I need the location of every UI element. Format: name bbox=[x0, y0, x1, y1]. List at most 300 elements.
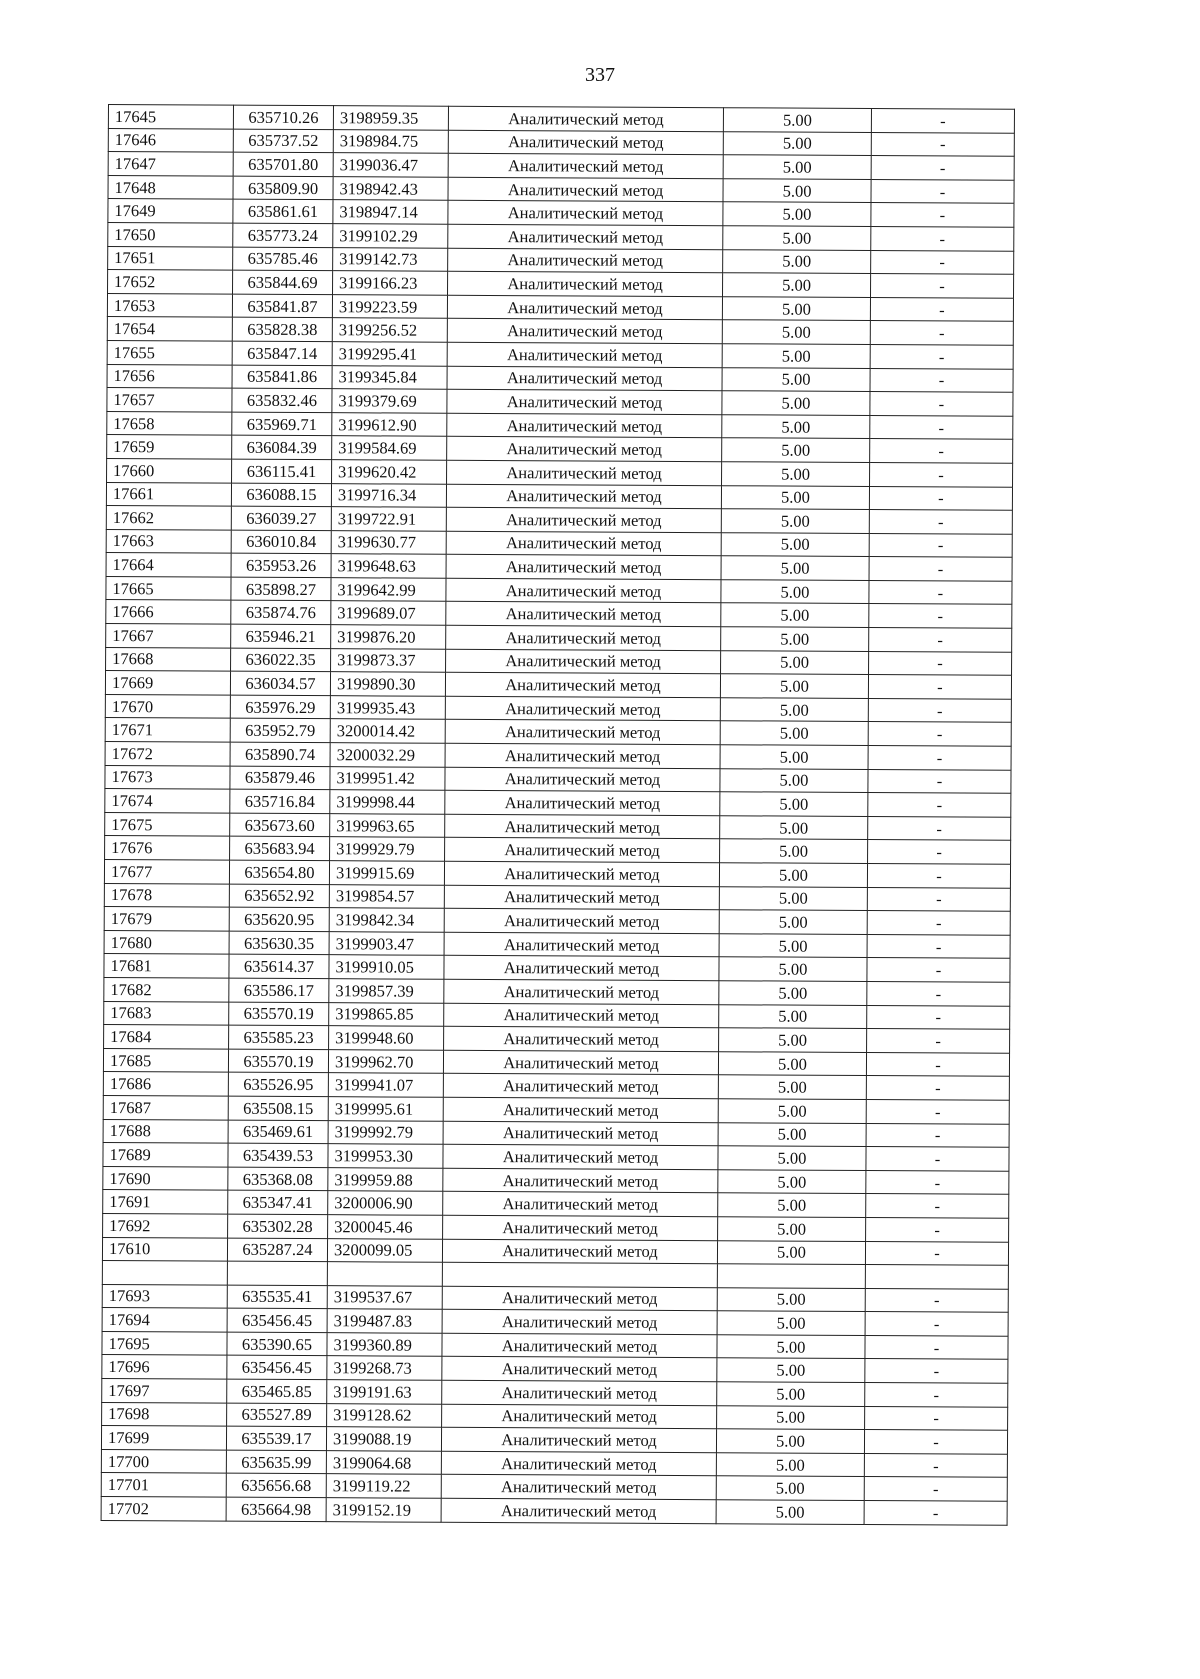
x-coordinate-cell: 635620.95 bbox=[229, 907, 329, 931]
accuracy-cell: 5.00 bbox=[723, 249, 871, 273]
y-coordinate-cell: 3200045.46 bbox=[328, 1215, 443, 1239]
note-cell: - bbox=[871, 226, 1014, 250]
method-cell: Аналитический метод bbox=[442, 1404, 717, 1429]
method-cell: Аналитический метод bbox=[446, 602, 721, 627]
x-coordinate-cell: 635526.95 bbox=[228, 1072, 328, 1096]
method-cell: Аналитический метод bbox=[447, 319, 722, 344]
point-number-cell: 17658 bbox=[107, 411, 232, 435]
accuracy-cell: 5.00 bbox=[719, 1028, 867, 1052]
point-number-cell: 17671 bbox=[105, 718, 230, 742]
point-number-cell: 17652 bbox=[108, 270, 233, 294]
method-cell: Аналитический метод bbox=[448, 177, 723, 202]
accuracy-cell: 5.00 bbox=[720, 816, 868, 840]
x-coordinate-cell: 635527.89 bbox=[227, 1403, 327, 1427]
accuracy-cell: 5.00 bbox=[717, 1358, 865, 1382]
note-cell: - bbox=[867, 911, 1010, 935]
note-cell: - bbox=[864, 1430, 1007, 1454]
y-coordinate-cell: 3199620.42 bbox=[332, 460, 447, 484]
method-cell: Аналитический метод bbox=[446, 649, 721, 674]
method-cell: Аналитический метод bbox=[447, 437, 722, 462]
point-number-cell: 17657 bbox=[107, 388, 232, 412]
method-cell: Аналитический метод bbox=[446, 507, 721, 532]
x-coordinate-cell: 635844.69 bbox=[233, 270, 333, 294]
y-coordinate-cell: 3199998.44 bbox=[330, 790, 445, 814]
method-cell: Аналитический метод bbox=[441, 1428, 716, 1453]
point-number-cell: 17689 bbox=[103, 1143, 228, 1167]
note-cell: - bbox=[866, 1194, 1009, 1218]
accuracy-cell: 5.00 bbox=[722, 367, 870, 391]
method-cell: Аналитический метод bbox=[443, 1215, 718, 1240]
accuracy-cell: 5.00 bbox=[718, 1193, 866, 1217]
point-number-cell: 17654 bbox=[107, 317, 232, 341]
accuracy-cell: 5.00 bbox=[721, 603, 869, 627]
note-cell: - bbox=[870, 392, 1013, 416]
x-coordinate-cell: 635737.52 bbox=[233, 129, 333, 153]
accuracy-cell: 5.00 bbox=[718, 1051, 866, 1075]
x-coordinate-cell: 636022.35 bbox=[231, 648, 331, 672]
note-cell: - bbox=[868, 840, 1011, 864]
point-number-cell: 17648 bbox=[108, 175, 233, 199]
method-cell: Аналитический метод bbox=[443, 1121, 718, 1146]
point-number-cell: 17694 bbox=[102, 1308, 227, 1332]
y-coordinate-cell: 3199951.42 bbox=[330, 766, 445, 790]
x-coordinate-cell: 635841.87 bbox=[232, 294, 332, 318]
point-number-cell: 17610 bbox=[102, 1237, 227, 1261]
accuracy-cell: 5.00 bbox=[720, 839, 868, 863]
y-coordinate-cell: 3199910.05 bbox=[329, 955, 444, 979]
accuracy-cell: 5.00 bbox=[723, 155, 871, 179]
accuracy-cell: 5.00 bbox=[722, 344, 870, 368]
point-number-cell: 17692 bbox=[103, 1213, 228, 1237]
note-cell: - bbox=[865, 1288, 1008, 1312]
accuracy-cell: 5.00 bbox=[718, 1217, 866, 1241]
method-cell: Аналитический метод bbox=[448, 224, 723, 249]
note-cell: - bbox=[869, 604, 1012, 628]
note-cell: - bbox=[868, 675, 1011, 699]
method-cell: Аналитический метод bbox=[447, 389, 722, 414]
note-cell: - bbox=[866, 1099, 1009, 1123]
method-cell: Аналитический метод bbox=[446, 555, 721, 580]
x-coordinate-cell: 635439.53 bbox=[228, 1143, 328, 1167]
method-cell: Аналитический метод bbox=[443, 1074, 718, 1099]
note-cell: - bbox=[869, 533, 1012, 557]
method-cell: Аналитический метод bbox=[442, 1286, 717, 1311]
method-cell: Аналитический метод bbox=[445, 767, 720, 792]
accuracy-cell: 5.00 bbox=[723, 131, 871, 155]
point-number-cell: 17647 bbox=[108, 152, 233, 176]
method-cell: Аналитический метод bbox=[448, 153, 723, 178]
x-coordinate-cell: 635701.80 bbox=[233, 152, 333, 176]
x-coordinate-cell: 635710.26 bbox=[233, 105, 333, 129]
point-number-cell: 17645 bbox=[108, 105, 233, 129]
accuracy-cell: 5.00 bbox=[720, 768, 868, 792]
note-cell: - bbox=[868, 722, 1011, 746]
method-cell: Аналитический метод bbox=[444, 1026, 719, 1051]
method-cell: Аналитический метод bbox=[446, 484, 721, 509]
y-coordinate-cell: 3199873.37 bbox=[331, 648, 446, 672]
point-number-cell: 17667 bbox=[106, 624, 231, 648]
point-number-cell: 17672 bbox=[105, 742, 230, 766]
accuracy-cell: 5.00 bbox=[723, 179, 871, 203]
x-coordinate-cell: 636039.27 bbox=[231, 506, 331, 530]
accuracy-cell: 5.00 bbox=[722, 414, 870, 438]
y-coordinate-cell: 3199953.30 bbox=[328, 1144, 443, 1168]
x-coordinate-cell: 635841.86 bbox=[232, 365, 332, 389]
method-cell: Аналитический метод bbox=[444, 908, 719, 933]
accuracy-cell: 5.00 bbox=[716, 1476, 864, 1500]
point-number-cell: 17693 bbox=[102, 1284, 227, 1308]
method-cell: Аналитический метод bbox=[444, 1003, 719, 1028]
y-coordinate-cell bbox=[327, 1262, 442, 1286]
method-cell: Аналитический метод bbox=[448, 201, 723, 226]
method-cell: Аналитический метод bbox=[443, 1097, 718, 1122]
point-number-cell: 17679 bbox=[104, 907, 229, 931]
x-coordinate-cell: 635347.41 bbox=[228, 1190, 328, 1214]
point-number-cell: 17666 bbox=[106, 600, 231, 624]
y-coordinate-cell: 3199487.83 bbox=[327, 1309, 442, 1333]
point-number-cell: 17660 bbox=[107, 458, 232, 482]
accuracy-cell: 5.00 bbox=[722, 320, 870, 344]
accuracy-cell: 5.00 bbox=[721, 532, 869, 556]
y-coordinate-cell: 3199992.79 bbox=[328, 1120, 443, 1144]
x-coordinate-cell: 635630.35 bbox=[229, 931, 329, 955]
method-cell: Аналитический метод bbox=[443, 1050, 718, 1075]
note-cell: - bbox=[866, 1170, 1009, 1194]
y-coordinate-cell: 3199890.30 bbox=[330, 672, 445, 696]
point-number-cell: 17663 bbox=[106, 529, 231, 553]
accuracy-cell: 5.00 bbox=[717, 1405, 865, 1429]
x-coordinate-cell: 635585.23 bbox=[229, 1025, 329, 1049]
note-cell: - bbox=[868, 746, 1011, 770]
note-cell: - bbox=[870, 368, 1013, 392]
y-coordinate-cell: 3199142.73 bbox=[333, 247, 448, 271]
x-coordinate-cell: 635969.71 bbox=[232, 412, 332, 436]
accuracy-cell: 5.00 bbox=[718, 1075, 866, 1099]
x-coordinate-cell: 635785.46 bbox=[233, 247, 333, 271]
y-coordinate-cell: 3200014.42 bbox=[330, 719, 445, 743]
x-coordinate-cell: 635946.21 bbox=[231, 624, 331, 648]
point-number-cell: 17681 bbox=[104, 954, 229, 978]
note-cell bbox=[865, 1265, 1008, 1289]
method-cell: Аналитический метод bbox=[443, 1192, 718, 1217]
y-coordinate-cell: 3199642.99 bbox=[331, 578, 446, 602]
note-cell: - bbox=[871, 108, 1014, 132]
accuracy-cell: 5.00 bbox=[721, 509, 869, 533]
accuracy-cell: 5.00 bbox=[721, 580, 869, 604]
point-number-cell: 17655 bbox=[107, 340, 232, 364]
accuracy-cell: 5.00 bbox=[721, 556, 869, 580]
accuracy-cell: 5.00 bbox=[721, 485, 869, 509]
x-coordinate-cell: 635614.37 bbox=[229, 955, 329, 979]
point-number-cell: 17684 bbox=[104, 1025, 229, 1049]
point-number-cell: 17650 bbox=[108, 222, 233, 246]
table-row bbox=[101, 1497, 1007, 1525]
x-coordinate-cell: 635570.19 bbox=[228, 1049, 328, 1073]
accuracy-cell: 5.00 bbox=[719, 1004, 867, 1028]
x-coordinate-cell: 635654.80 bbox=[229, 860, 329, 884]
point-number-cell: 17701 bbox=[101, 1473, 226, 1497]
accuracy-cell: 5.00 bbox=[717, 1240, 865, 1264]
method-cell: Аналитический метод bbox=[445, 673, 720, 698]
point-number-cell: 17688 bbox=[103, 1119, 228, 1143]
y-coordinate-cell: 3199929.79 bbox=[330, 837, 445, 861]
x-coordinate-cell: 635898.27 bbox=[231, 577, 331, 601]
point-number-cell: 17695 bbox=[102, 1331, 227, 1355]
note-cell: - bbox=[867, 934, 1010, 958]
method-cell: Аналитический метод bbox=[447, 366, 722, 391]
note-cell: - bbox=[865, 1335, 1008, 1359]
note-cell: - bbox=[866, 1052, 1009, 1076]
point-number-cell: 17691 bbox=[103, 1190, 228, 1214]
x-coordinate-cell: 635586.17 bbox=[229, 978, 329, 1002]
accuracy-cell: 5.00 bbox=[722, 296, 870, 320]
y-coordinate-cell: 3198942.43 bbox=[333, 176, 448, 200]
method-cell: Аналитический метод bbox=[446, 625, 721, 650]
y-coordinate-cell: 3199152.19 bbox=[326, 1498, 441, 1522]
point-number-cell: 17680 bbox=[104, 930, 229, 954]
point-number-cell: 17683 bbox=[104, 1001, 229, 1025]
y-coordinate-cell: 3199941.07 bbox=[328, 1073, 443, 1097]
x-coordinate-cell: 635773.24 bbox=[233, 223, 333, 247]
accuracy-cell: 5.00 bbox=[717, 1311, 865, 1335]
x-coordinate-cell: 636084.39 bbox=[232, 435, 332, 459]
x-coordinate-cell: 635302.28 bbox=[228, 1214, 328, 1238]
y-coordinate-cell: 3200006.90 bbox=[328, 1191, 443, 1215]
note-cell: - bbox=[869, 628, 1012, 652]
note-cell: - bbox=[871, 250, 1014, 274]
point-number-cell: 17656 bbox=[107, 364, 232, 388]
note-cell: - bbox=[868, 816, 1011, 840]
point-number-cell: 17698 bbox=[102, 1402, 227, 1426]
y-coordinate-cell: 3199537.67 bbox=[327, 1285, 442, 1309]
method-cell: Аналитический метод bbox=[448, 106, 723, 131]
accuracy-cell: 5.00 bbox=[718, 1146, 866, 1170]
method-cell: Аналитический метод bbox=[445, 720, 720, 745]
note-cell: - bbox=[871, 203, 1014, 227]
method-cell: Аналитический метод bbox=[444, 979, 719, 1004]
note-cell: - bbox=[868, 698, 1011, 722]
point-number-cell: 17670 bbox=[105, 694, 230, 718]
note-cell: - bbox=[864, 1453, 1007, 1477]
x-coordinate-cell: 635539.17 bbox=[226, 1426, 326, 1450]
note-cell: - bbox=[866, 1076, 1009, 1100]
method-cell bbox=[442, 1262, 717, 1287]
note-cell: - bbox=[869, 580, 1012, 604]
point-number-cell: 17661 bbox=[106, 482, 231, 506]
accuracy-cell: 5.00 bbox=[723, 202, 871, 226]
note-cell: - bbox=[866, 1123, 1009, 1147]
y-coordinate-cell: 3199935.43 bbox=[330, 696, 445, 720]
x-coordinate-cell: 635847.14 bbox=[232, 341, 332, 365]
method-cell: Аналитический метод bbox=[445, 743, 720, 768]
note-cell: - bbox=[868, 769, 1011, 793]
accuracy-cell: 5.00 bbox=[720, 698, 868, 722]
accuracy-cell: 5.00 bbox=[719, 863, 867, 887]
y-coordinate-cell: 3199612.90 bbox=[332, 412, 447, 436]
accuracy-cell: 5.00 bbox=[716, 1453, 864, 1477]
method-cell: Аналитический метод bbox=[447, 413, 722, 438]
method-cell: Аналитический метод bbox=[441, 1475, 716, 1500]
y-coordinate-cell: 3199064.68 bbox=[326, 1451, 441, 1475]
accuracy-cell: 5.00 bbox=[719, 933, 867, 957]
point-number-cell: 17674 bbox=[105, 789, 230, 813]
point-number-cell: 17676 bbox=[105, 836, 230, 860]
note-cell: - bbox=[865, 1359, 1008, 1383]
x-coordinate-cell: 635664.98 bbox=[226, 1497, 326, 1521]
y-coordinate-cell: 3199119.22 bbox=[326, 1474, 441, 1498]
method-cell: Аналитический метод bbox=[441, 1451, 716, 1476]
method-cell: Аналитический метод bbox=[448, 130, 723, 155]
y-coordinate-cell: 3199722.91 bbox=[331, 507, 446, 531]
point-number-cell: 17651 bbox=[108, 246, 233, 270]
point-number-cell: 17668 bbox=[106, 647, 231, 671]
accuracy-cell: 5.00 bbox=[719, 981, 867, 1005]
x-coordinate-cell: 635656.68 bbox=[226, 1474, 326, 1498]
x-coordinate-cell: 635879.46 bbox=[230, 766, 330, 790]
page-number: 337 bbox=[585, 64, 615, 86]
x-coordinate-cell: 635874.76 bbox=[231, 601, 331, 625]
x-coordinate-cell: 635809.90 bbox=[233, 176, 333, 200]
x-coordinate-cell: 635832.46 bbox=[232, 388, 332, 412]
y-coordinate-cell: 3199268.73 bbox=[327, 1356, 442, 1380]
y-coordinate-cell: 3199256.52 bbox=[332, 318, 447, 342]
method-cell: Аналитический метод bbox=[445, 790, 720, 815]
method-cell: Аналитический метод bbox=[445, 838, 720, 863]
accuracy-cell: 5.00 bbox=[718, 1169, 866, 1193]
method-cell: Аналитический метод bbox=[445, 696, 720, 721]
x-coordinate-cell: 635828.38 bbox=[232, 317, 332, 341]
point-number-cell: 17673 bbox=[105, 765, 230, 789]
note-cell: - bbox=[869, 651, 1012, 675]
y-coordinate-cell: 3199191.63 bbox=[327, 1380, 442, 1404]
note-cell: - bbox=[865, 1406, 1008, 1430]
point-number-cell bbox=[102, 1261, 227, 1285]
note-cell: - bbox=[866, 1217, 1009, 1241]
note-cell: - bbox=[867, 887, 1010, 911]
note-cell: - bbox=[865, 1312, 1008, 1336]
y-coordinate-cell: 3199102.29 bbox=[333, 224, 448, 248]
point-number-cell: 17685 bbox=[103, 1048, 228, 1072]
accuracy-cell: 5.00 bbox=[719, 886, 867, 910]
note-cell: - bbox=[870, 297, 1013, 321]
note-cell: - bbox=[867, 1005, 1010, 1029]
point-number-cell: 17659 bbox=[107, 435, 232, 459]
x-coordinate-cell: 635976.29 bbox=[230, 695, 330, 719]
method-cell: Аналитический метод bbox=[442, 1380, 717, 1405]
method-cell: Аналитический метод bbox=[446, 578, 721, 603]
method-cell: Аналитический метод bbox=[442, 1310, 717, 1335]
method-cell: Аналитический метод bbox=[444, 956, 719, 981]
accuracy-cell: 5.00 bbox=[720, 745, 868, 769]
x-coordinate-cell: 635890.74 bbox=[230, 742, 330, 766]
point-number-cell: 17662 bbox=[106, 506, 231, 530]
point-number-cell: 17664 bbox=[106, 553, 231, 577]
method-cell: Аналитический метод bbox=[447, 460, 722, 485]
note-cell: - bbox=[867, 1029, 1010, 1053]
point-number-cell: 17653 bbox=[107, 293, 232, 317]
x-coordinate-cell: 635952.79 bbox=[230, 719, 330, 743]
x-coordinate-cell bbox=[227, 1261, 327, 1285]
accuracy-cell: 5.00 bbox=[720, 721, 868, 745]
point-number-cell: 17678 bbox=[104, 883, 229, 907]
point-number-cell: 17677 bbox=[104, 859, 229, 883]
coordinates-table bbox=[101, 104, 1015, 1525]
note-cell: - bbox=[870, 321, 1013, 345]
note-cell: - bbox=[869, 486, 1012, 510]
y-coordinate-cell: 3199915.69 bbox=[329, 861, 444, 885]
x-coordinate-cell: 635683.94 bbox=[230, 837, 330, 861]
method-cell: Аналитический метод bbox=[443, 1144, 718, 1169]
point-number-cell: 17696 bbox=[102, 1355, 227, 1379]
accuracy-cell: 5.00 bbox=[718, 1122, 866, 1146]
accuracy-cell: 5.00 bbox=[717, 1287, 865, 1311]
point-number-cell: 17686 bbox=[103, 1072, 228, 1096]
y-coordinate-cell: 3199345.84 bbox=[332, 365, 447, 389]
y-coordinate-cell: 3199223.59 bbox=[332, 294, 447, 318]
y-coordinate-cell: 3200099.05 bbox=[327, 1238, 442, 1262]
method-cell: Аналитический метод bbox=[446, 531, 721, 556]
note-cell: - bbox=[871, 156, 1014, 180]
x-coordinate-cell: 635390.65 bbox=[227, 1332, 327, 1356]
note-cell: - bbox=[869, 510, 1012, 534]
y-coordinate-cell: 3199360.89 bbox=[327, 1333, 442, 1357]
note-cell: - bbox=[866, 1147, 1009, 1171]
y-coordinate-cell: 3198959.35 bbox=[333, 106, 448, 130]
y-coordinate-cell: 3199857.39 bbox=[329, 979, 444, 1003]
x-coordinate-cell: 636115.41 bbox=[232, 459, 332, 483]
x-coordinate-cell: 636088.15 bbox=[231, 483, 331, 507]
x-coordinate-cell: 635953.26 bbox=[231, 553, 331, 577]
y-coordinate-cell: 3199584.69 bbox=[332, 436, 447, 460]
method-cell: Аналитический метод bbox=[442, 1239, 717, 1264]
note-cell: - bbox=[867, 981, 1010, 1005]
method-cell: Аналитический метод bbox=[441, 1498, 716, 1523]
x-coordinate-cell: 636010.84 bbox=[231, 530, 331, 554]
method-cell: Аналитический метод bbox=[445, 814, 720, 839]
point-number-cell: 17699 bbox=[101, 1426, 226, 1450]
point-number-cell: 17700 bbox=[101, 1449, 226, 1473]
y-coordinate-cell: 3199166.23 bbox=[333, 271, 448, 295]
y-coordinate-cell: 3199995.61 bbox=[328, 1097, 443, 1121]
y-coordinate-cell: 3199962.70 bbox=[328, 1049, 443, 1073]
accuracy-cell: 5.00 bbox=[718, 1099, 866, 1123]
point-number-cell: 17665 bbox=[106, 576, 231, 600]
note-cell: - bbox=[864, 1477, 1007, 1501]
note-cell: - bbox=[870, 344, 1013, 368]
x-coordinate-cell: 635635.99 bbox=[226, 1450, 326, 1474]
accuracy-cell: 5.00 bbox=[723, 226, 871, 250]
accuracy-cell: 5.00 bbox=[722, 438, 870, 462]
y-coordinate-cell: 3199128.62 bbox=[327, 1403, 442, 1427]
y-coordinate-cell: 3199648.63 bbox=[331, 554, 446, 578]
x-coordinate-cell: 635508.15 bbox=[228, 1096, 328, 1120]
y-coordinate-cell: 3199963.65 bbox=[330, 813, 445, 837]
method-cell: Аналитический метод bbox=[447, 295, 722, 320]
y-coordinate-cell: 3199854.57 bbox=[329, 884, 444, 908]
note-cell: - bbox=[867, 863, 1010, 887]
method-cell: Аналитический метод bbox=[444, 885, 719, 910]
method-cell: Аналитический метод bbox=[443, 1168, 718, 1193]
y-coordinate-cell: 3199842.34 bbox=[329, 908, 444, 932]
note-cell: - bbox=[871, 132, 1014, 156]
accuracy-cell: 5.00 bbox=[722, 462, 870, 486]
x-coordinate-cell: 635570.19 bbox=[229, 1002, 329, 1026]
method-cell: Аналитический метод bbox=[442, 1333, 717, 1358]
accuracy-cell: 5.00 bbox=[721, 627, 869, 651]
accuracy-cell: 5.00 bbox=[720, 674, 868, 698]
accuracy-cell: 5.00 bbox=[719, 957, 867, 981]
point-number-cell: 17649 bbox=[108, 199, 233, 223]
